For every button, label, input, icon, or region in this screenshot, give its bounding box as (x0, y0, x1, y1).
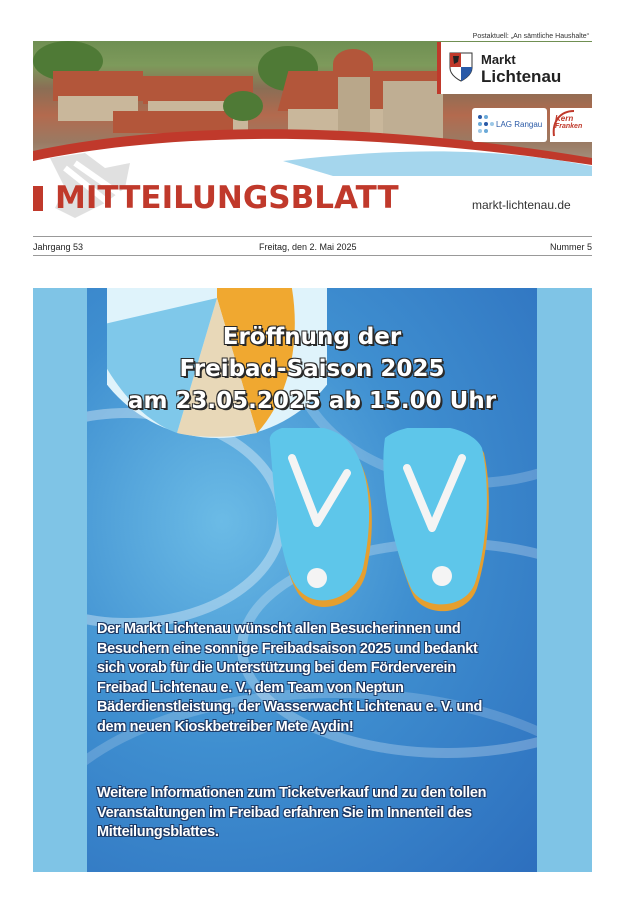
issue-date: Freitag, den 2. Mai 2025 (259, 242, 357, 252)
coat-of-arms-icon (449, 52, 473, 82)
postal-note: Postaktuell: „An sämtliche Haushalte“ (472, 33, 589, 40)
newsletter-title: MITTEILUNGSBLATT (55, 180, 399, 216)
lag-rangau-logo (472, 108, 547, 142)
flipflop-left (270, 428, 372, 607)
top-rule (33, 236, 592, 237)
logo-line1: Markt (481, 52, 516, 67)
kern-franken-logo (550, 108, 592, 142)
headline-line2: Freibad-Saison 2025 (179, 356, 445, 382)
markt-lichtenau-logo (437, 42, 596, 94)
thanks-line: Der Markt Lichtenau wünscht allen Besucherinnen und (97, 621, 461, 637)
info-line: Mitteilungsblattes. (97, 824, 219, 840)
thanks-line: sich vorab für die Unterstützung bei dem Förderverein (97, 660, 456, 676)
headline-line3: am 23.05.2025 ab 15.00 Uhr (127, 388, 497, 414)
website-link[interactable]: markt-lichtenau.de (472, 198, 571, 212)
info-line: Veranstaltungen im Freibad erfahren Sie im Innenteil des (97, 804, 472, 821)
info-paragraph (97, 784, 537, 843)
thanks-line: dem neuen Kioskbetreiber Mete Aydin! (97, 718, 354, 735)
thanks-line: Bäderdienstleistung, der Wasserwacht Lichtenau e. V. und (97, 699, 483, 715)
headline-line1: Eröffnung der (222, 324, 402, 350)
flipflops-icon (262, 428, 502, 618)
title-accent-bar (33, 186, 43, 211)
kern-label: Kern (555, 114, 574, 123)
thanks-line: Freibad Lichtenau e. V., dem Team von Neptun (97, 679, 404, 696)
flipflop-right (383, 428, 488, 611)
issue-number: Nummer 5 (549, 242, 592, 252)
freibad-poster (87, 288, 537, 872)
franken-label: Franken (555, 123, 583, 130)
lag-dots-icon (475, 113, 495, 137)
thanks-paragraph (97, 620, 537, 737)
lag-rangau-label: LAG Rangau (496, 120, 543, 129)
thanks-line: Besuchern eine sonnige Freibadsaison 2025 und bedankt (97, 640, 478, 657)
bottom-rule (33, 255, 592, 256)
info-line: Weitere Informationen zum Ticketverkauf und zu den tollen (97, 785, 487, 801)
issue-volume: Jahrgang 53 (33, 242, 84, 252)
logo-line2: Lichtenau (481, 67, 562, 86)
